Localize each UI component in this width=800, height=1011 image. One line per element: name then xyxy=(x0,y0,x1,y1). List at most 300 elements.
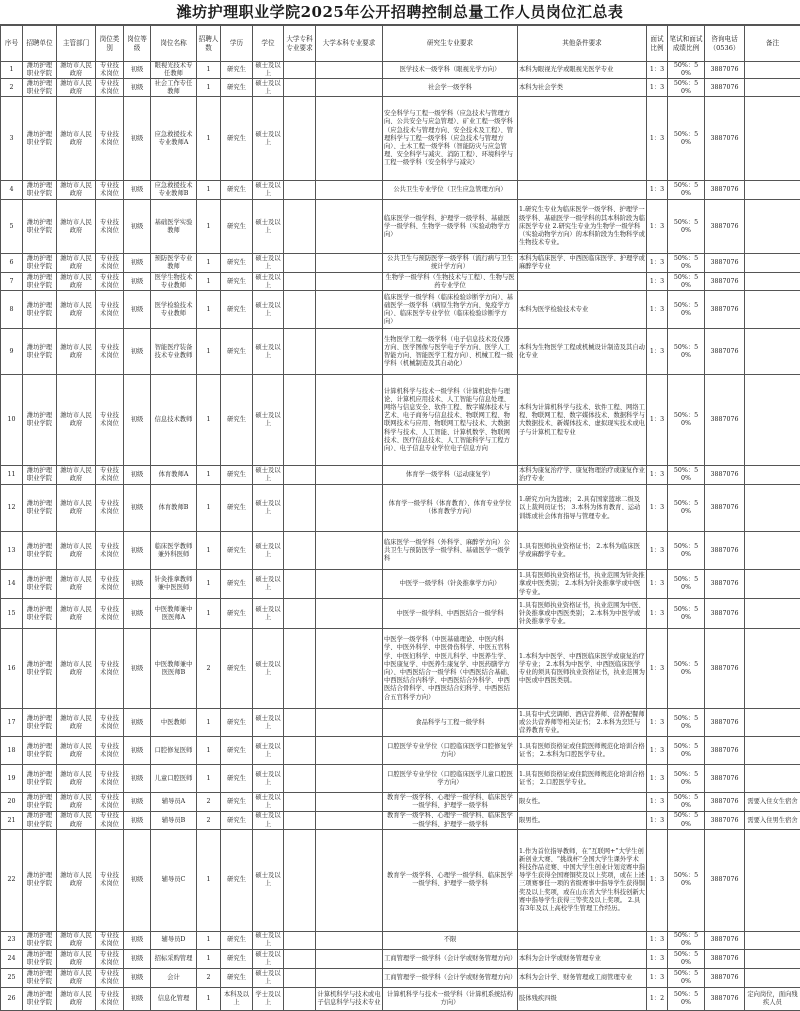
cell-unit: 潍坊护理职业学院 xyxy=(23,375,57,466)
cell-note xyxy=(745,181,800,200)
cell-type: 专业技术岗位 xyxy=(96,375,124,466)
cell-degree: 硕士及以上 xyxy=(253,532,284,570)
cell-zhuanke xyxy=(284,485,316,532)
cell-unit: 潍坊护理职业学院 xyxy=(23,793,57,812)
cell-note xyxy=(745,273,800,291)
cell-level: 初级 xyxy=(124,570,151,599)
cell-phone: 3887076 xyxy=(705,532,745,570)
table-row xyxy=(1,375,800,466)
cell-edu: 研究生 xyxy=(221,97,253,181)
cell-degree: 硕士及以上 xyxy=(253,599,284,629)
cell-unit: 潍坊护理职业学院 xyxy=(23,79,57,97)
cell-count: 1 xyxy=(197,329,221,375)
cell-note xyxy=(745,97,800,181)
table-row xyxy=(1,532,800,570)
cell-ratio: 1：3 xyxy=(647,97,668,181)
header-level: 岗位等级 xyxy=(124,26,151,62)
cell-degree: 硕士及以上 xyxy=(253,62,284,79)
cell-count: 1 xyxy=(197,62,221,79)
table-row xyxy=(1,987,800,1010)
header-row xyxy=(1,26,800,62)
cell-type: 专业技术岗位 xyxy=(96,181,124,200)
cell-other: 本科为临床医学、中西医临床医学、护理学或麻醉学专业 xyxy=(518,254,647,273)
cell-dept: 潍坊市人民政府 xyxy=(57,987,96,1010)
cell-edu: 研究生 xyxy=(221,485,253,532)
cell-zhuanke xyxy=(284,793,316,812)
cell-unit: 潍坊护理职业学院 xyxy=(23,812,57,829)
table-row xyxy=(1,200,800,254)
cell-unit: 潍坊护理职业学院 xyxy=(23,737,57,765)
cell-count: 1 xyxy=(197,765,221,793)
header-ratio: 面试比例 xyxy=(647,26,668,62)
cell-other: 1.作为首位指导教师，在“互联网+”大学生创新创业大赛、“挑战杯”全国大学生课外学术科技作品竞赛、中国大学生创业计划竞赛中指导学生获得全国赛铜奖及以上奖项，或在上述三项赛事任一项的省级赛事中指导学生获得铜奖及以上奖项，或在山东省大学生科技创新大赛中指导学生获得三等奖及以上奖项。 2.具有3年及以上高校学生管理工作经历。 xyxy=(518,829,647,931)
cell-edu: 研究生 xyxy=(221,532,253,570)
cell-no: 4 xyxy=(1,181,23,200)
cell-weight: 50%：50% xyxy=(668,737,705,765)
cell-note xyxy=(745,62,800,79)
cell-name: 口腔修复医师 xyxy=(151,737,197,765)
cell-dept: 潍坊市人民政府 xyxy=(57,709,96,737)
cell-dept: 潍坊市人民政府 xyxy=(57,570,96,599)
cell-count: 1 xyxy=(197,709,221,737)
cell-type: 专业技术岗位 xyxy=(96,79,124,97)
cell-other xyxy=(518,181,647,200)
cell-phone: 3887076 xyxy=(705,79,745,97)
cell-type: 专业技术岗位 xyxy=(96,466,124,485)
cell-edu: 研究生 xyxy=(221,273,253,291)
cell-dept: 潍坊市人民政府 xyxy=(57,949,96,968)
cell-dept: 潍坊市人民政府 xyxy=(57,765,96,793)
header-zhuanke: 大学专科专业要求 xyxy=(284,26,316,62)
cell-note xyxy=(745,254,800,273)
cell-ratio: 1：3 xyxy=(647,466,668,485)
cell-level: 初级 xyxy=(124,829,151,931)
header-count: 招聘人数 xyxy=(197,26,221,62)
cell-ratio: 1：3 xyxy=(647,291,668,329)
cell-ratio: 1：3 xyxy=(647,931,668,949)
cell-other: 1.具有医师执业资格证书，执业范围为中医、针灸推拿或中西医类别； 2.本科为中医学或针灸推拿学专业。 xyxy=(518,599,647,629)
cell-unit: 潍坊护理职业学院 xyxy=(23,485,57,532)
cell-type: 专业技术岗位 xyxy=(96,949,124,968)
cell-other: 1.具有医师执业资格证书，执业范围为针灸推拿或中医类别； 2.本科为针灸推拿学或中医学专业。 xyxy=(518,570,647,599)
cell-type: 专业技术岗位 xyxy=(96,737,124,765)
cell-dept: 潍坊市人民政府 xyxy=(57,181,96,200)
table-row xyxy=(1,254,800,273)
cell-grad: 生物医学工程一级学科（电子信息技术及仪器方向、医学图像与医学电子学方向、医学人工智能方向、智能医学工程方向）、机械工程一级学科（机械制造及其自动化） xyxy=(383,329,518,375)
cell-note xyxy=(745,829,800,931)
cell-type: 专业技术岗位 xyxy=(96,200,124,254)
cell-type: 专业技术岗位 xyxy=(96,532,124,570)
cell-level: 初级 xyxy=(124,931,151,949)
cell-level: 初级 xyxy=(124,599,151,629)
header-edu: 学历 xyxy=(221,26,253,62)
table-row xyxy=(1,968,800,987)
cell-unit: 潍坊护理职业学院 xyxy=(23,329,57,375)
cell-name: 儿童口腔医师 xyxy=(151,765,197,793)
cell-ratio: 1：2 xyxy=(647,987,668,1010)
cell-dept: 潍坊市人民政府 xyxy=(57,829,96,931)
cell-ratio: 1：3 xyxy=(647,793,668,812)
cell-dept: 潍坊市人民政府 xyxy=(57,79,96,97)
table-row xyxy=(1,931,800,949)
cell-phone: 3887076 xyxy=(705,329,745,375)
cell-other: 1.具有中式烹调师、酒店营养师、营养配餐师或公共营养师等相关证书； 2.本科为烹饪与营养教育专业。 xyxy=(518,709,647,737)
cell-type: 专业技术岗位 xyxy=(96,629,124,709)
cell-benke xyxy=(316,200,383,254)
cell-grad: 教育学一级学科、心理学一级学科、临床医学一级学科、护理学一级学科 xyxy=(383,812,518,829)
cell-note xyxy=(745,709,800,737)
cell-benke xyxy=(316,737,383,765)
cell-benke xyxy=(316,532,383,570)
cell-benke xyxy=(316,485,383,532)
cell-count: 1 xyxy=(197,466,221,485)
cell-degree: 硕士及以上 xyxy=(253,812,284,829)
table-row xyxy=(1,737,800,765)
cell-type: 专业技术岗位 xyxy=(96,812,124,829)
cell-grad: 社会学一级学科 xyxy=(383,79,518,97)
cell-level: 初级 xyxy=(124,793,151,812)
cell-phone: 3887076 xyxy=(705,629,745,709)
cell-weight: 50%：50% xyxy=(668,273,705,291)
cell-phone: 3887076 xyxy=(705,812,745,829)
cell-count: 1 xyxy=(197,273,221,291)
cell-dept: 潍坊市人民政府 xyxy=(57,737,96,765)
cell-weight: 50%：50% xyxy=(668,793,705,812)
cell-zhuanke xyxy=(284,968,316,987)
cell-weight: 50%：50% xyxy=(668,375,705,466)
cell-note: 需要入住男生宿舍 xyxy=(745,812,800,829)
cell-other xyxy=(518,931,647,949)
cell-grad: 教育学一级学科、心理学一级学科、临床医学一级学科、护理学一级学科 xyxy=(383,793,518,812)
cell-zhuanke xyxy=(284,200,316,254)
cell-no: 23 xyxy=(1,931,23,949)
cell-weight: 50%：50% xyxy=(668,532,705,570)
cell-note xyxy=(745,466,800,485)
cell-dept: 潍坊市人民政府 xyxy=(57,532,96,570)
cell-dept: 潍坊市人民政府 xyxy=(57,375,96,466)
cell-no: 11 xyxy=(1,466,23,485)
cell-other xyxy=(518,273,647,291)
header-degree: 学位 xyxy=(253,26,284,62)
cell-name: 信息技术教师 xyxy=(151,375,197,466)
cell-count: 1 xyxy=(197,97,221,181)
table-row xyxy=(1,570,800,599)
cell-edu: 研究生 xyxy=(221,829,253,931)
cell-no: 13 xyxy=(1,532,23,570)
cell-degree: 硕士及以上 xyxy=(253,291,284,329)
cell-type: 专业技术岗位 xyxy=(96,62,124,79)
cell-ratio: 1：3 xyxy=(647,599,668,629)
cell-zhuanke xyxy=(284,375,316,466)
cell-phone: 3887076 xyxy=(705,793,745,812)
cell-degree: 硕士及以上 xyxy=(253,485,284,532)
cell-zhuanke xyxy=(284,62,316,79)
cell-unit: 潍坊护理职业学院 xyxy=(23,829,57,931)
table-row xyxy=(1,181,800,200)
cell-no: 2 xyxy=(1,79,23,97)
header-type: 岗位类别 xyxy=(96,26,124,62)
cell-other: 1.本科为中医学、中西医临床医学或康复治疗学专业； 2.本科为中医学、中西医临床医学专业的须具有医师执业资格证书，执业范围为中医或中西医类别。 xyxy=(518,629,647,709)
cell-ratio: 1：3 xyxy=(647,949,668,968)
cell-zhuanke xyxy=(284,737,316,765)
cell-no: 8 xyxy=(1,291,23,329)
cell-edu: 研究生 xyxy=(221,709,253,737)
header-weight: 笔试和面试成绩比例 xyxy=(668,26,705,62)
cell-benke xyxy=(316,570,383,599)
cell-name: 辅导员B xyxy=(151,812,197,829)
cell-count: 2 xyxy=(197,968,221,987)
cell-grad: 口腔医学专业学位（口腔临床医学儿童口腔医学方向） xyxy=(383,765,518,793)
cell-type: 专业技术岗位 xyxy=(96,968,124,987)
cell-ratio: 1：3 xyxy=(647,829,668,931)
cell-grad: 工商管理学一级学科（会计学或财务管理方向） xyxy=(383,968,518,987)
cell-count: 1 xyxy=(197,532,221,570)
cell-note xyxy=(745,968,800,987)
cell-edu: 研究生 xyxy=(221,629,253,709)
header-benke: 大学本科专业要求 xyxy=(316,26,383,62)
cell-unit: 潍坊护理职业学院 xyxy=(23,97,57,181)
cell-dept: 潍坊市人民政府 xyxy=(57,629,96,709)
cell-type: 专业技术岗位 xyxy=(96,329,124,375)
cell-count: 1 xyxy=(197,254,221,273)
cell-edu: 研究生 xyxy=(221,949,253,968)
cell-benke xyxy=(316,629,383,709)
cell-name: 会计 xyxy=(151,968,197,987)
header-note: 备注 xyxy=(745,26,800,62)
cell-name: 辅导员C xyxy=(151,829,197,931)
cell-level: 初级 xyxy=(124,968,151,987)
cell-grad: 临床医学一级学科（临床检验诊断学方向）、基础医学一级学科（病原生物学方向、免疫学方向）、临床医学专业学位（临床检验诊断学方向） xyxy=(383,291,518,329)
cell-zhuanke xyxy=(284,97,316,181)
table-row xyxy=(1,62,800,79)
cell-level: 初级 xyxy=(124,532,151,570)
header-name: 岗位名称 xyxy=(151,26,197,62)
cell-degree: 硕士及以上 xyxy=(253,949,284,968)
cell-edu: 研究生 xyxy=(221,570,253,599)
header-dept: 主管部门 xyxy=(57,26,96,62)
table-row xyxy=(1,765,800,793)
cell-weight: 50%：50% xyxy=(668,987,705,1010)
cell-dept: 潍坊市人民政府 xyxy=(57,485,96,532)
cell-no: 15 xyxy=(1,599,23,629)
cell-zhuanke xyxy=(284,181,316,200)
cell-note: 需要入住女生宿舍 xyxy=(745,793,800,812)
header-phone: 咨询电话（0536） xyxy=(705,26,745,62)
cell-edu: 研究生 xyxy=(221,181,253,200)
cell-zhuanke xyxy=(284,466,316,485)
cell-level: 初级 xyxy=(124,485,151,532)
cell-name: 辅导员A xyxy=(151,793,197,812)
cell-benke xyxy=(316,375,383,466)
cell-edu: 研究生 xyxy=(221,291,253,329)
cell-benke xyxy=(316,793,383,812)
cell-degree: 硕士及以上 xyxy=(253,254,284,273)
cell-level: 初级 xyxy=(124,375,151,466)
cell-zhuanke xyxy=(284,987,316,1010)
cell-name: 招标采购管理 xyxy=(151,949,197,968)
cell-degree: 硕士及以上 xyxy=(253,737,284,765)
cell-benke: 计算机科学与技术或电子信息科学与技术专业 xyxy=(316,987,383,1010)
table-row xyxy=(1,629,800,709)
cell-other: 本科为眼视光学或眼视光医学专业 xyxy=(518,62,647,79)
cell-no: 1 xyxy=(1,62,23,79)
cell-no: 7 xyxy=(1,273,23,291)
cell-unit: 潍坊护理职业学院 xyxy=(23,987,57,1010)
cell-degree: 硕士及以上 xyxy=(253,181,284,200)
table-row xyxy=(1,273,800,291)
cell-grad: 临床医学一级学科（外科学、麻醉学方向）公共卫生与预防医学一级学科、基础医学一级学科 xyxy=(383,532,518,570)
cell-other: 1.研究生专业为临床医学一级学科、护理学一级学科、基础医学一级学科的其本科阶段为临床医学专业 2.研究生专业为生物学一级学科（实验动物学方向）的本科阶段为生物科学或生物技术专业。 xyxy=(518,200,647,254)
cell-level: 初级 xyxy=(124,987,151,1010)
cell-no: 10 xyxy=(1,375,23,466)
cell-benke xyxy=(316,254,383,273)
cell-name: 基础医学实验教师 xyxy=(151,200,197,254)
cell-no: 26 xyxy=(1,987,23,1010)
cell-grad: 医学技术一级学科（眼视光学方向） xyxy=(383,62,518,79)
cell-edu: 研究生 xyxy=(221,466,253,485)
cell-zhuanke xyxy=(284,931,316,949)
cell-note xyxy=(745,485,800,532)
cell-weight: 50%：50% xyxy=(668,200,705,254)
cell-grad: 生物学一级学科（生物技术与工程）、生物与医药专业学位 xyxy=(383,273,518,291)
cell-zhuanke xyxy=(284,329,316,375)
cell-weight: 50%：50% xyxy=(668,931,705,949)
cell-no: 6 xyxy=(1,254,23,273)
cell-benke xyxy=(316,466,383,485)
cell-dept: 潍坊市人民政府 xyxy=(57,97,96,181)
cell-benke xyxy=(316,329,383,375)
cell-dept: 潍坊市人民政府 xyxy=(57,291,96,329)
cell-grad: 计算机科学与技术一级学科（计算机软件与理论、计算机应用技术、人工智能与信息处理、网络与信息安全、软件工程、数字媒体技术与艺术、电子商务与信息技术、物联网工程、物联网技术与应用、物联网工程与技术、大数据科学与技术、人工智能、计算机数学、物联网技术、医疗信息技术、人工智能科学与工程方向）、电子信息专业学位电子信息方向 xyxy=(383,375,518,466)
cell-degree: 学士及以上 xyxy=(253,987,284,1010)
cell-name: 医学检验技术专业教师 xyxy=(151,291,197,329)
cell-count: 1 xyxy=(197,200,221,254)
cell-level: 初级 xyxy=(124,949,151,968)
cell-phone: 3887076 xyxy=(705,254,745,273)
cell-grad: 食品科学与工程一级学科 xyxy=(383,709,518,737)
cell-count: 1 xyxy=(197,375,221,466)
cell-name: 中医教师兼中医医师B xyxy=(151,629,197,709)
cell-name: 体育教师B xyxy=(151,485,197,532)
cell-grad: 公共卫生专业学位（卫生应急管理方向） xyxy=(383,181,518,200)
cell-degree: 硕士及以上 xyxy=(253,466,284,485)
cell-no: 19 xyxy=(1,765,23,793)
cell-grad: 口腔医学专业学位（口腔临床医学口腔修复学方向） xyxy=(383,737,518,765)
cell-ratio: 1：3 xyxy=(647,200,668,254)
cell-degree: 硕士及以上 xyxy=(253,375,284,466)
cell-level: 初级 xyxy=(124,97,151,181)
cell-type: 专业技术岗位 xyxy=(96,273,124,291)
cell-benke xyxy=(316,949,383,968)
cell-unit: 潍坊护理职业学院 xyxy=(23,765,57,793)
cell-other: 本科为医学检验技术专业 xyxy=(518,291,647,329)
cell-phone: 3887076 xyxy=(705,62,745,79)
cell-phone: 3887076 xyxy=(705,949,745,968)
cell-type: 专业技术岗位 xyxy=(96,291,124,329)
cell-zhuanke xyxy=(284,949,316,968)
cell-other: 限男性。 xyxy=(518,812,647,829)
cell-degree: 硕士及以上 xyxy=(253,79,284,97)
cell-ratio: 1：3 xyxy=(647,181,668,200)
cell-weight: 50%：50% xyxy=(668,62,705,79)
cell-benke xyxy=(316,291,383,329)
cell-other: 本科为会计学、财务管理或工商管理专业 xyxy=(518,968,647,987)
cell-edu: 研究生 xyxy=(221,375,253,466)
cell-edu: 研究生 xyxy=(221,254,253,273)
cell-unit: 潍坊护理职业学院 xyxy=(23,570,57,599)
cell-name: 眼视光技术专任教师 xyxy=(151,62,197,79)
cell-name: 临床医学教师兼外科医师 xyxy=(151,532,197,570)
cell-weight: 50%：50% xyxy=(668,812,705,829)
table-row xyxy=(1,599,800,629)
cell-note xyxy=(745,599,800,629)
cell-ratio: 1：3 xyxy=(647,737,668,765)
cell-level: 初级 xyxy=(124,737,151,765)
cell-phone: 3887076 xyxy=(705,485,745,532)
cell-level: 初级 xyxy=(124,79,151,97)
table-row xyxy=(1,812,800,829)
cell-zhuanke xyxy=(284,709,316,737)
cell-no: 14 xyxy=(1,570,23,599)
cell-weight: 50%：50% xyxy=(668,79,705,97)
cell-grad: 工商管理学一级学科（会计学或财务管理方向） xyxy=(383,949,518,968)
cell-no: 12 xyxy=(1,485,23,532)
cell-benke xyxy=(316,765,383,793)
cell-level: 初级 xyxy=(124,765,151,793)
cell-benke xyxy=(316,62,383,79)
cell-ratio: 1：3 xyxy=(647,254,668,273)
cell-other: 1.具有医师资格证或住院医师规范化培训合格证书； 2.口腔医学专业。 xyxy=(518,765,647,793)
cell-no: 22 xyxy=(1,829,23,931)
cell-no: 20 xyxy=(1,793,23,812)
cell-no: 17 xyxy=(1,709,23,737)
cell-ratio: 1：3 xyxy=(647,765,668,793)
cell-degree: 硕士及以上 xyxy=(253,931,284,949)
cell-zhuanke xyxy=(284,254,316,273)
cell-zhuanke xyxy=(284,291,316,329)
cell-dept: 潍坊市人民政府 xyxy=(57,931,96,949)
cell-weight: 50%：50% xyxy=(668,97,705,181)
cell-benke xyxy=(316,97,383,181)
cell-ratio: 1：3 xyxy=(647,570,668,599)
cell-dept: 潍坊市人民政府 xyxy=(57,200,96,254)
cell-benke xyxy=(316,812,383,829)
table-row xyxy=(1,485,800,532)
cell-note: 定向岗位，面向残疾人员 xyxy=(745,987,800,1010)
cell-name: 应急救援技术专业教师B xyxy=(151,181,197,200)
cell-no: 25 xyxy=(1,968,23,987)
cell-ratio: 1：3 xyxy=(647,273,668,291)
cell-degree: 硕士及以上 xyxy=(253,97,284,181)
cell-note xyxy=(745,200,800,254)
cell-phone: 3887076 xyxy=(705,765,745,793)
cell-level: 初级 xyxy=(124,629,151,709)
cell-grad: 体育学一级学科（运动康复学） xyxy=(383,466,518,485)
cell-zhuanke xyxy=(284,273,316,291)
cell-unit: 潍坊护理职业学院 xyxy=(23,181,57,200)
cell-level: 初级 xyxy=(124,181,151,200)
cell-no: 21 xyxy=(1,812,23,829)
table-row xyxy=(1,79,800,97)
cell-unit: 潍坊护理职业学院 xyxy=(23,291,57,329)
cell-grad: 公共卫生与预防医学一级学科（流行病与卫生统计学方向） xyxy=(383,254,518,273)
cell-grad: 中医学一级学科、中西医结合一级学科 xyxy=(383,599,518,629)
cell-phone: 3887076 xyxy=(705,709,745,737)
cell-unit: 潍坊护理职业学院 xyxy=(23,200,57,254)
cell-dept: 潍坊市人民政府 xyxy=(57,329,96,375)
cell-weight: 50%：50% xyxy=(668,968,705,987)
cell-ratio: 1：3 xyxy=(647,79,668,97)
